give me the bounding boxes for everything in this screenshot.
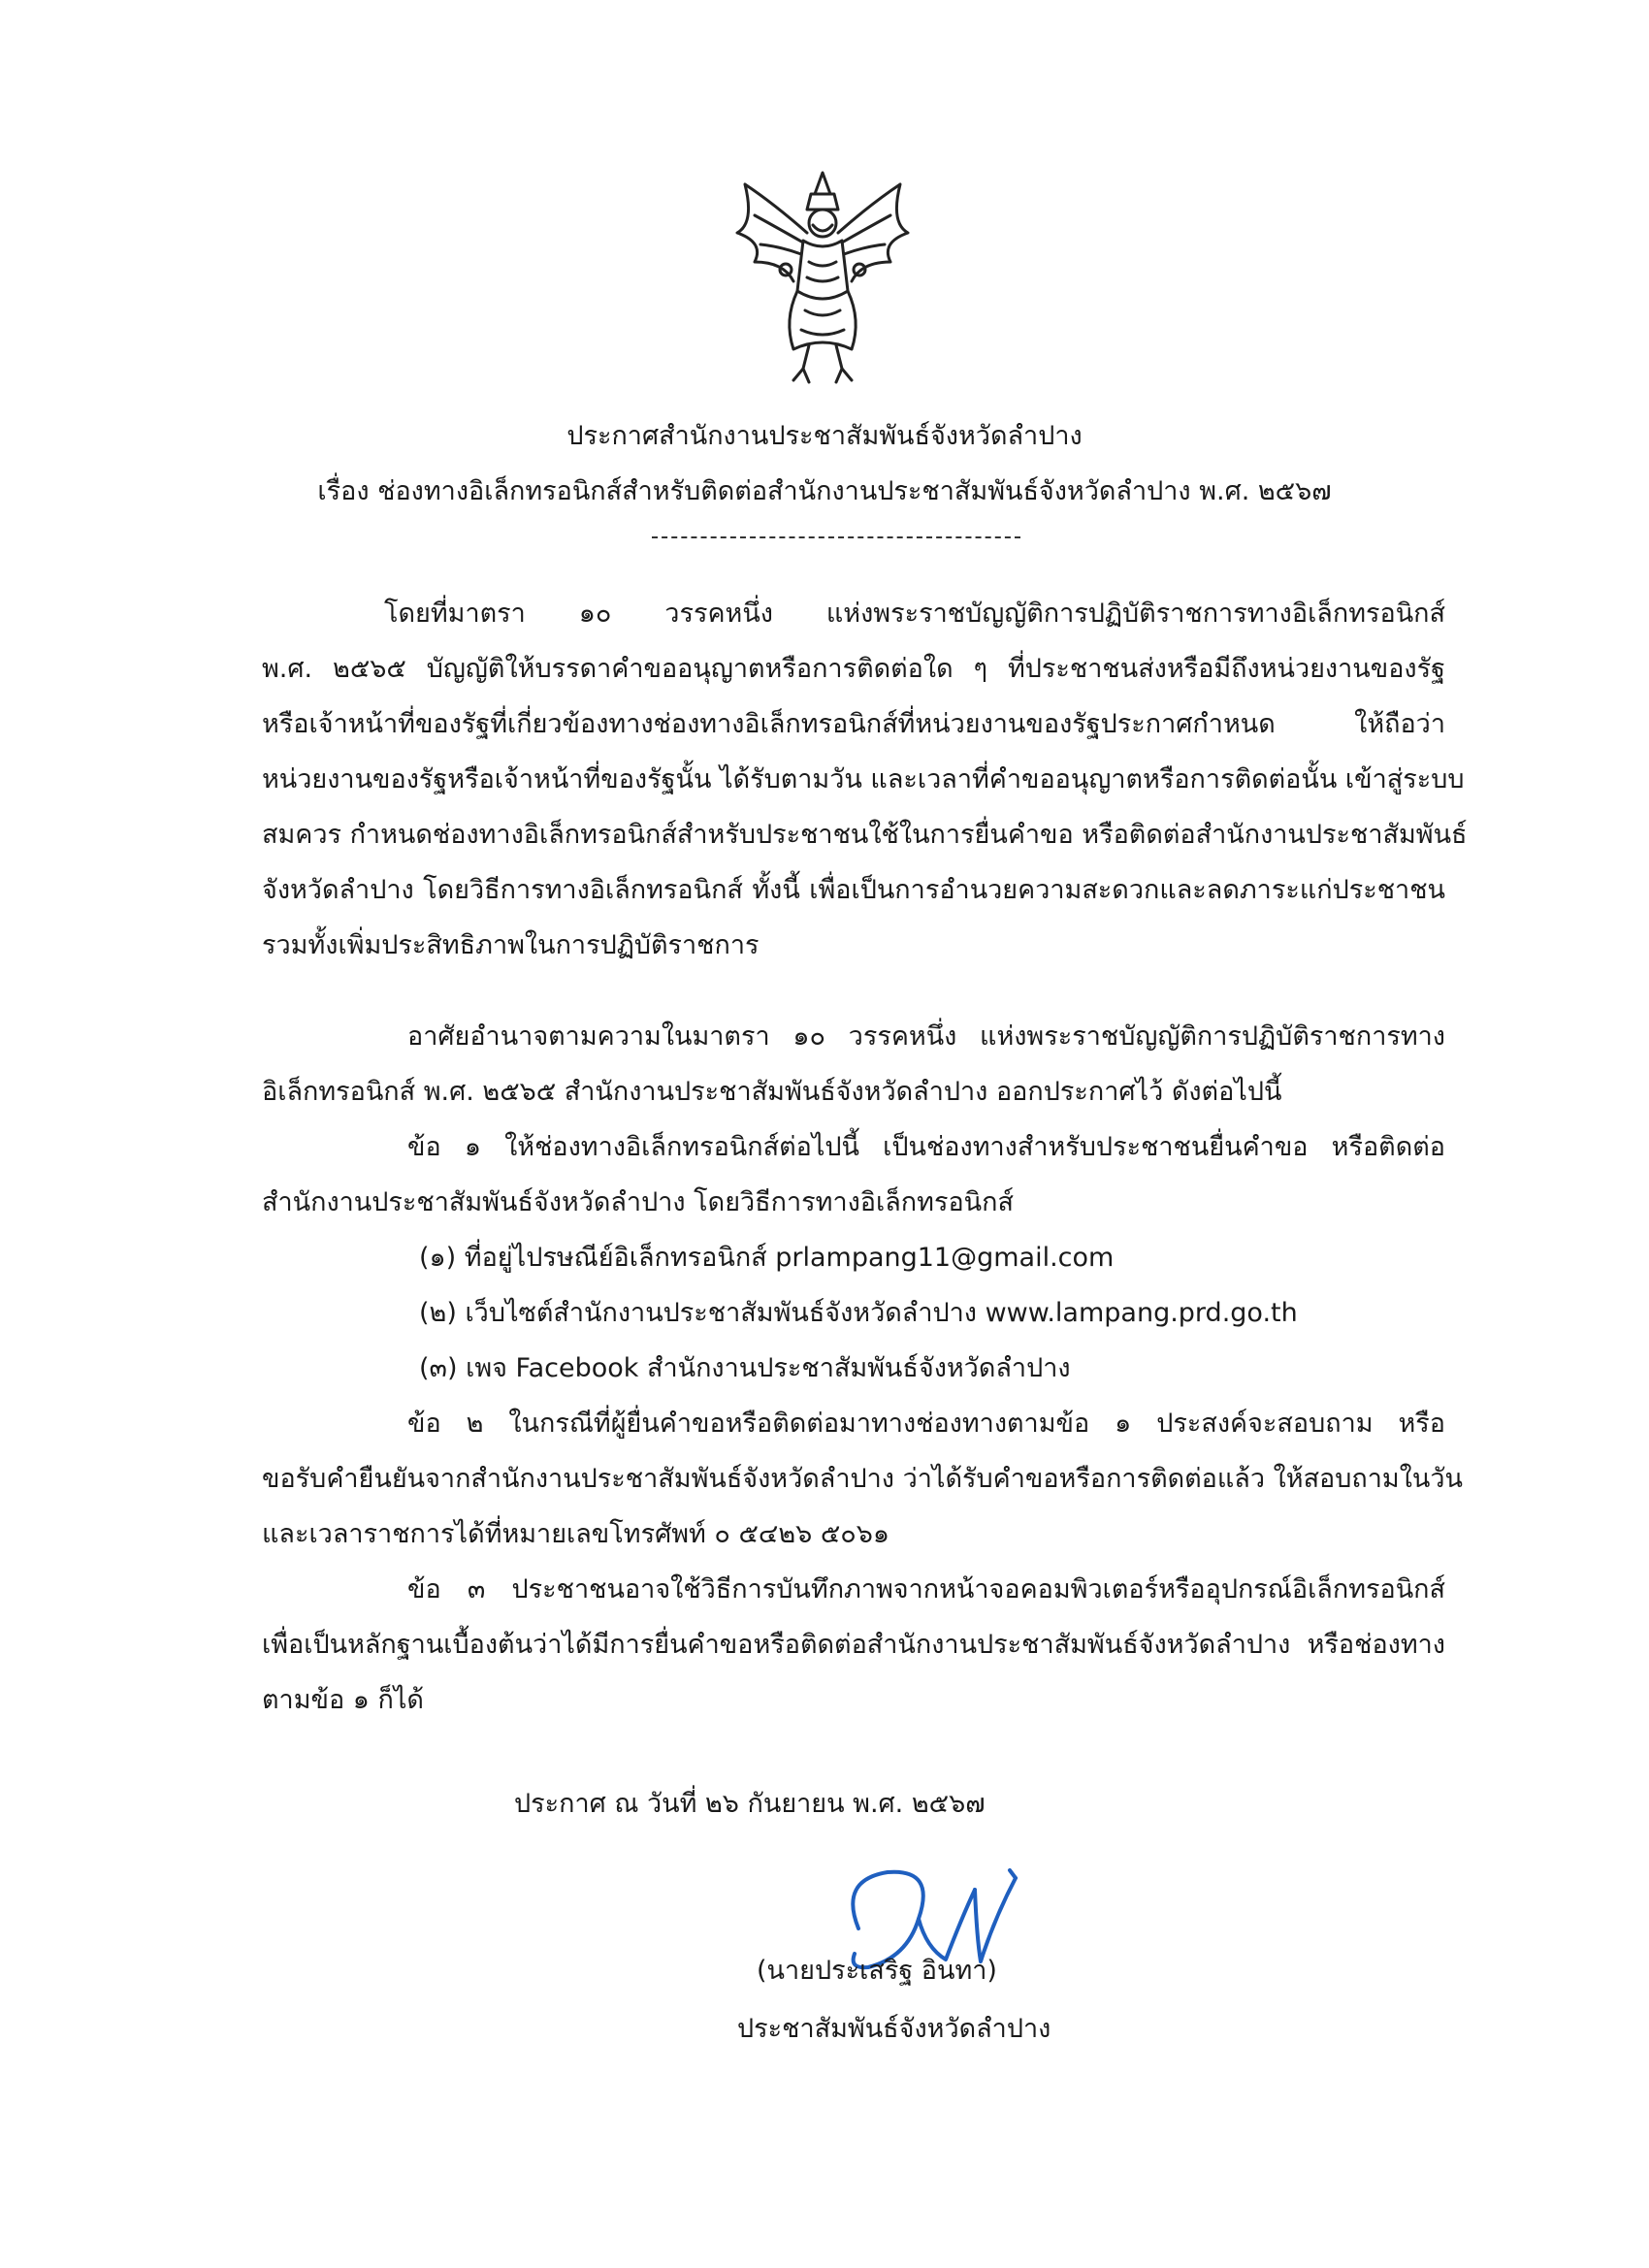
clause2-line: ข้อ ๒ ในกรณีที่ผู้ยื่นคำขอหรือติดต่อมาทางช่องทางตามข้อ ๑ ประสงค์จะสอบถาม หรือ <box>407 1409 1445 1439</box>
para1-line: หน่วยงานของรัฐหรือเจ้าหน้าที่ของรัฐนั้น ได้รับตามวัน และเวลาที่คำขออนุญาตหรือการติดต่อนั้น เข้าสู่ระบบ <box>262 764 1465 794</box>
para2-line: อาศัยอำนาจตามความในมาตรา ๑๐ วรรคหนึ่ง แห่งพระราชบัญญัติการปฏิบัติราชการทาง <box>407 1021 1445 1052</box>
garuda-emblem-icon <box>726 165 920 388</box>
clause2-line: และเวลาราชการได้ที่หมายเลขโทรศัพท์ ๐ ๕๔๒๖ ๕๐๖๑ <box>262 1519 890 1549</box>
para1-line: พ.ศ. ๒๕๖๕ บัญญัติให้บรรดาคำขออนุญาตหรือการติดต่อใด ๆ ที่ประชาชนส่งหรือมีถึงหน่วยงานของรัฐ <box>262 654 1445 684</box>
para1-line: รวมทั้งเพิ่มประสิทธิภาพในการปฏิบัติราชการ <box>262 930 760 960</box>
para2-line: อิเล็กทรอนิกส์ พ.ศ. ๒๕๖๕ สำนักงานประชาสัมพันธ์จังหวัดลำปาง ออกประกาศไว้ ดังต่อไปนี้ <box>262 1077 1282 1107</box>
announcement-subject: เรื่อง ช่องทางอิเล็กทรอนิกส์สำหรับติดต่อสำนักงานประชาสัมพันธ์จังหวัดลำปาง พ.ศ. ๒๕๖๗ <box>317 476 1332 506</box>
channel-email: (๑) ที่อยู่ไปรษณีย์อิเล็กทรอนิกส์ prlampang11@gmail.com <box>419 1243 1115 1273</box>
clause1-line: สำนักงานประชาสัมพันธ์จังหวัดลำปาง โดยวิธีการทางอิเล็กทรอนิกส์ <box>262 1187 1014 1217</box>
signer-name: (นายประเสริฐ อินทา) <box>757 1956 997 1986</box>
para1-line: โดยที่มาตรา ๑๐ วรรคหนึ่ง แห่งพระราชบัญญัติการปฏิบัติราชการทางอิเล็กทรอนิกส์ <box>384 599 1445 629</box>
announcement-date: ประกาศ ณ วันที่ ๒๖ กันยายน พ.ศ. ๒๕๖๗ <box>514 1789 986 1819</box>
signer-position: ประชาสัมพันธ์จังหวัดลำปาง <box>737 2014 1051 2044</box>
clause3-line: เพื่อเป็นหลักฐานเบื้องต้นว่าได้มีการยื่นคำขอหรือติดต่อสำนักงานประชาสัมพันธ์จังหวัดลำปาง หรือช่องทาง <box>262 1630 1445 1660</box>
clause2-line: ขอรับคำยืนยันจากสำนักงานประชาสัมพันธ์จังหวัดลำปาง ว่าได้รับคำขอหรือการติดต่อแล้ว ให้สอบถามในวัน <box>262 1464 1463 1494</box>
clause3-line: ข้อ ๓ ประชาชนอาจใช้วิธีการบันทึกภาพจากหน้าจอคอมพิวเตอร์หรืออุปกรณ์อิเล็กทรอนิกส์ <box>407 1574 1445 1604</box>
channel-facebook: (๓) เพจ Facebook สำนักงานประชาสัมพันธ์จังหวัดลำปาง <box>419 1353 1071 1383</box>
para1-line: จังหวัดลำปาง โดยวิธีการทางอิเล็กทรอนิกส์ ทั้งนี้ เพื่อเป็นการอำนวยความสะดวกและลดภาระแก่ประชาชน <box>262 875 1445 905</box>
para1-line: หรือเจ้าหน้าที่ของรัฐที่เกี่ยวข้องทางช่องทางอิเล็กทรอนิกส์ที่หน่วยงานของรัฐประกาศกำหนด ให้ถือว่า <box>262 709 1445 739</box>
para1-line: สมควร กำหนดช่องทางอิเล็กทรอนิกส์สำหรับประชาชนใช้ในการยื่นคำขอ หรือติดต่อสำนักงานประชาสัมพันธ์ <box>262 820 1468 850</box>
clause1-line: ข้อ ๑ ให้ช่องทางอิเล็กทรอนิกส์ต่อไปนี้ เป็นช่องทางสำหรับประชาชนยื่นคำขอ หรือติดต่อ <box>407 1132 1445 1162</box>
clause3-line: ตามข้อ ๑ ก็ได้ <box>262 1685 424 1715</box>
announcement-title: ประกาศสำนักงานประชาสัมพันธ์จังหวัดลำปาง <box>566 421 1083 451</box>
title-divider <box>652 536 1020 538</box>
channel-website: (๒) เว็บไซต์สำนักงานประชาสัมพันธ์จังหวัดลำปาง www.lampang.prd.go.th <box>419 1298 1298 1328</box>
